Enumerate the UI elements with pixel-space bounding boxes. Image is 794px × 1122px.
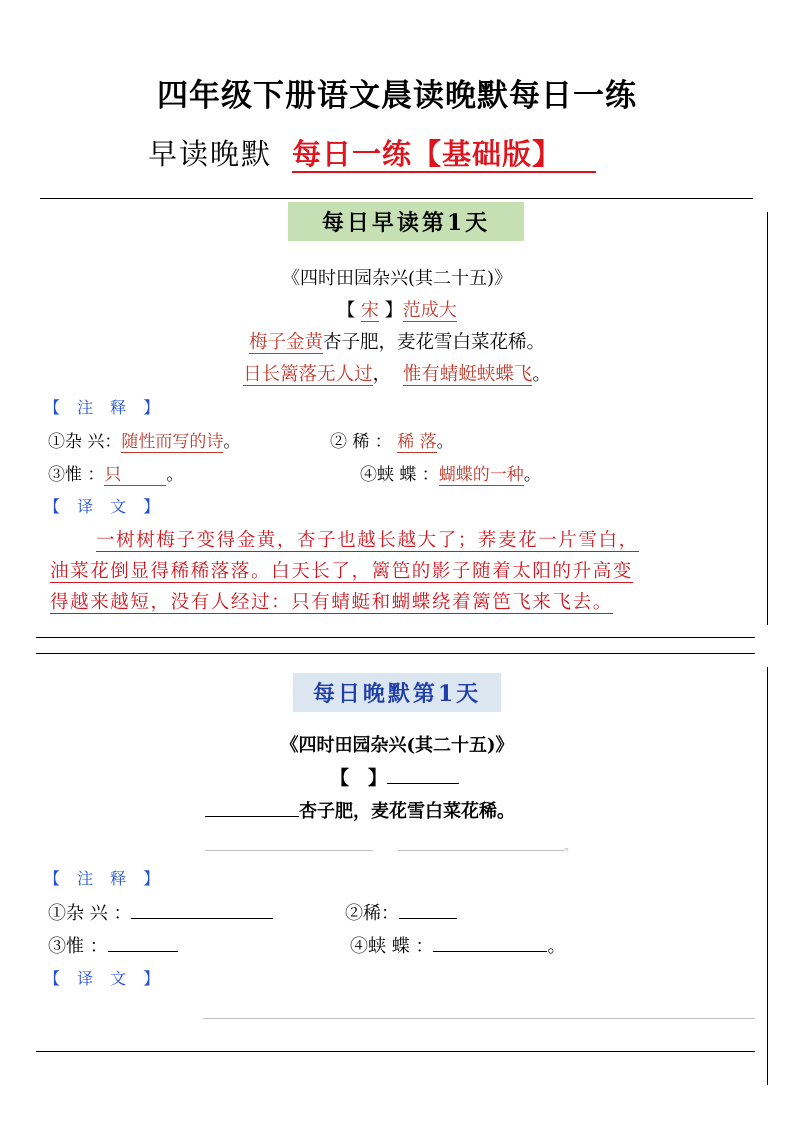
evening-note1-label: ①杂 兴 ： — [48, 903, 132, 924]
evening-translation-label: 【 译 文 】 — [44, 969, 166, 988]
poem-line1-red: 梅子金黄 — [248, 332, 323, 353]
evening-poem-title: 《四时田园杂兴(其二十五)》 — [280, 735, 514, 756]
evening-dynasty-blank: 【 】 — [330, 767, 388, 789]
translation-line2: 油菜花倒显得稀稀落落。白天长了，篱笆的影子随着太阳的升高变 — [50, 561, 633, 582]
evening-translation-blank[interactable] — [203, 1018, 755, 1019]
evening-note4-blank[interactable] — [433, 933, 547, 952]
header-divider — [40, 198, 753, 199]
note4-label: ④蛱 蝶 ： — [360, 465, 439, 485]
dynasty: 宋 — [361, 300, 379, 321]
evening-line2-blank-2[interactable] — [398, 850, 564, 851]
evening-line1-rest: 杏子肥，麦花雪白菜花稀。 — [299, 801, 515, 822]
morning-note3 — [48, 460, 183, 486]
note3-end: 。 — [166, 465, 184, 485]
poem-line2-comma: ， — [372, 364, 392, 385]
evening-poem-line1 — [205, 797, 515, 823]
morning-notes-label: 【 注 释 】 — [44, 398, 166, 417]
note4-value: 蝴蝶的一种 — [438, 465, 524, 485]
evening-notes-label: 【 注 释 】 — [44, 869, 166, 888]
evening-note1-blank[interactable] — [131, 900, 273, 919]
evening-note3-blank[interactable] — [108, 933, 178, 952]
note1-value: 随性而写的诗 — [121, 432, 224, 452]
morning-day-title: 每日早读第1天 — [288, 202, 524, 241]
evening-note3 — [48, 932, 178, 958]
evening-note2-blank[interactable] — [399, 900, 457, 919]
author: 范成大 — [402, 300, 457, 321]
note3-value: 只 — [104, 460, 166, 486]
note1-label: ①杂 兴： — [48, 432, 122, 452]
morning-author-line — [0, 296, 794, 322]
evening-line2-blank-1[interactable] — [205, 850, 373, 851]
morning-poem-title: 《四时田园杂兴(其二十五)》 — [281, 268, 513, 289]
evening-bottom-divider — [36, 1051, 755, 1052]
evening-note2-label: ②稀： — [345, 903, 399, 924]
evening-right-border — [767, 667, 768, 1085]
note2-end: 。 — [436, 432, 454, 452]
evening-note4 — [350, 932, 565, 958]
subtitle-black: 早读晚默 — [148, 137, 273, 171]
evening-author-blank[interactable] — [387, 763, 459, 784]
morning-poem-line2 — [0, 360, 794, 386]
poem-line2-part2: 惟有蜻蜓蛱蝶飞 — [402, 364, 533, 385]
evening-line2-end: 。 — [565, 842, 575, 853]
poem-line2-end: 。 — [532, 364, 551, 385]
evening-note2 — [345, 899, 457, 925]
evening-note3-label: ③惟 ： — [48, 936, 108, 957]
note2-value: 稀 落 — [397, 432, 437, 452]
page-title: 四年级下册语文晨读晚默每日一练 — [157, 78, 637, 114]
morning-note2 — [330, 427, 454, 452]
translation-line1: 一树树梅子变得金黄，杏子也越长越大了；荞麦花一片雪白， — [96, 530, 639, 551]
morning-note4 — [360, 460, 541, 485]
evening-note1 — [48, 899, 273, 925]
note4-end: 。 — [523, 465, 541, 485]
evening-top-divider — [36, 653, 755, 654]
morning-translation — [50, 525, 762, 618]
morning-note1 — [48, 427, 240, 452]
note2-label: ② 稀 ： — [330, 432, 392, 452]
poem-line2-part1: 日长篱落无人过 — [243, 364, 373, 385]
note1-end: 。 — [223, 432, 241, 452]
evening-author-line — [330, 763, 459, 790]
morning-translation-label: 【 译 文 】 — [44, 497, 166, 516]
evening-note4-label: ④蛱 蝶 ： — [350, 936, 434, 957]
evening-note4-end: 。 — [547, 936, 566, 957]
dynasty-open: 【 — [337, 300, 356, 321]
evening-line1-blank[interactable] — [205, 798, 299, 817]
subtitle-red: 每日一练【基础版】 — [292, 137, 596, 173]
poem-line1-rest: 杏子肥，麦花雪白菜花稀。 — [323, 332, 546, 353]
evening-day-title: 每日晚默第1天 — [293, 673, 501, 712]
note3-label: ③惟 ： — [48, 465, 105, 485]
dynasty-close: 】 — [384, 300, 403, 321]
morning-poem-line1 — [0, 328, 794, 354]
morning-bottom-divider — [36, 637, 755, 638]
page-subtitle — [148, 132, 596, 173]
translation-line3: 得越来越短，没有人经过：只有蜻蜓和蝴蝶绕着篱笆飞来飞去。 — [50, 592, 613, 613]
